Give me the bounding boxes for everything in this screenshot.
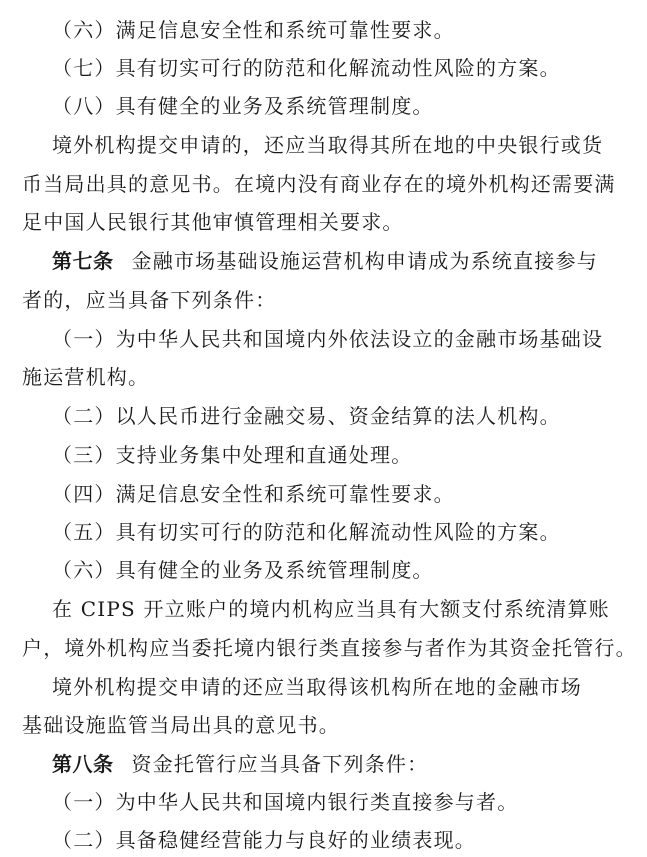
article-heading-line: 第八条 资金托管行应当具备下列条件： [52,752,429,776]
text-line: （二）具备稳健经营能力与良好的业绩表现。 [52,828,476,852]
text-line: （一）为中华人民共和国境内外依法设立的金融市场基础设 [52,327,604,351]
text-line: （七）具有切实可行的防范和化解流动性风险的方案。 [52,56,561,80]
text-line: 基础设施监管当局出具的意见书。 [22,713,340,737]
text-line: （三）支持业务集中处理和直通处理。 [52,443,413,467]
text-line: （六）满足信息安全性和系统可靠性要求。 [52,18,455,42]
text-line: 施运营机构。 [22,365,150,389]
text-line: 境外机构提交申请的，还应当取得其所在地的中央银行或货 [52,133,604,157]
text-line: 在 CIPS 开立账户的境内机构应当具有大额支付系统清算账 [52,597,610,621]
text-line: 境外机构提交申请的还应当取得该机构所在地的金融市场 [52,675,582,699]
text-line: （二）以人民币进行金融交易、资金结算的法人机构。 [52,404,561,428]
article-heading-line: 第七条 金融市场基础设施运营机构申请成为系统直接参与 [52,249,598,273]
text-line: 者的，应当具备下列条件： [22,288,277,312]
text-line: （八）具有健全的业务及系统管理制度。 [52,94,434,118]
text-line: 户，境外机构应当委托境内银行类直接参与者作为其资金托管行。 [22,636,637,660]
text-line: 足中国人民银行其他审慎管理相关要求。 [22,210,404,234]
text-line: （四）满足信息安全性和系统可靠性要求。 [52,482,455,506]
text-line: 币当局出具的意见书。在境内没有商业存在的境外机构还需要满 [22,172,616,196]
text-line: （一）为中华人民共和国境内银行类直接参与者。 [52,790,519,814]
text-line: （五）具有切实可行的防范和化解流动性风险的方案。 [52,520,561,544]
article-title: 第八条 [52,752,114,776]
text-line: （六）具有健全的业务及系统管理制度。 [52,558,434,582]
article-title: 第七条 [52,249,114,273]
